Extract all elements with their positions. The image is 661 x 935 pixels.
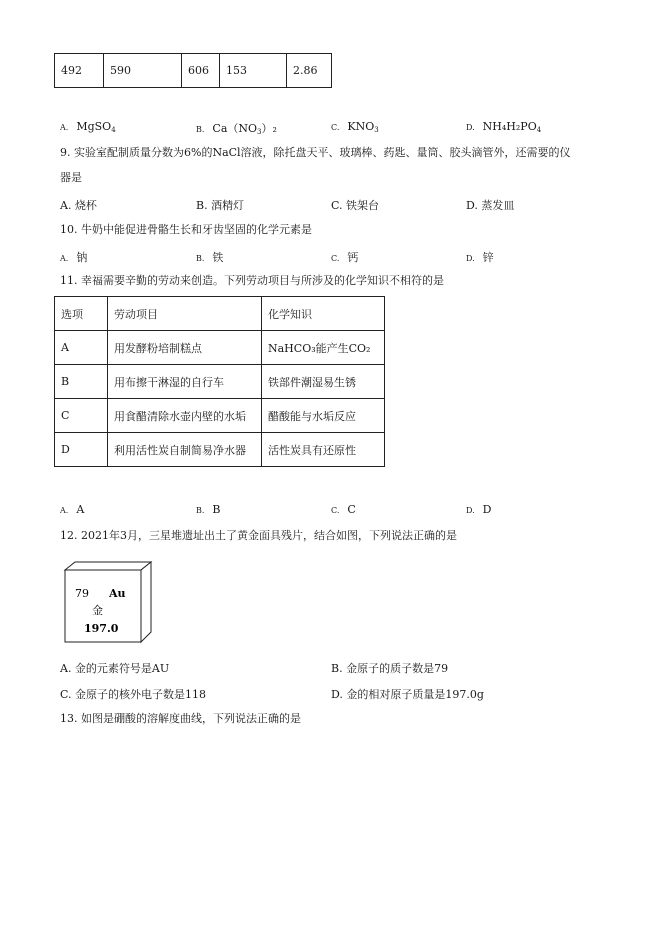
table-cell: NaHCO₃能产生CO₂ (262, 331, 385, 365)
q8-option-a[interactable]: A. MgSO$_4$ (60, 120, 116, 134)
table-cell: 铁部件潮湿易生锈 (262, 365, 385, 399)
table-cell: 153 (220, 54, 287, 88)
table-row (55, 433, 385, 467)
table-cell: 用食醋清除水壶内壁的水垢 (108, 399, 262, 433)
q9-option-b[interactable]: B. 酒精灯 (196, 199, 245, 212)
q8-option-c[interactable]: C. $KNO_3$ (331, 120, 379, 134)
q10-option-b[interactable]: B. 铁 (196, 251, 224, 264)
q11-option-a[interactable]: A. A (60, 503, 85, 516)
table-header-row (55, 297, 385, 331)
table-header: 劳动项目 (108, 297, 262, 331)
table-row (55, 365, 385, 399)
q11-table (54, 296, 385, 467)
q10-option-a[interactable]: A. 钠 (60, 251, 88, 264)
table-cell: 醋酸能与水垢反应 (262, 399, 385, 433)
q10-option-c[interactable]: C. 钙 (331, 251, 359, 264)
table-header: 选项 (55, 297, 108, 331)
q12-option-a[interactable]: A. 金的元素符号是AU (60, 662, 170, 675)
q11-option-c[interactable]: C. C (331, 503, 356, 516)
table-row (55, 399, 385, 433)
table-cell: D (55, 433, 108, 467)
table-cell: 606 (182, 54, 220, 88)
q11-question: 11. 幸福需要辛勤的劳动来创造。下列劳动项目与所涉及的化学知识不相符的是 (60, 274, 444, 287)
element-name: 金 (92, 604, 103, 617)
q10-option-d[interactable]: D. 锌 (466, 251, 494, 264)
q12-option-d[interactable]: D. 金的相对原子质量是197.0g (331, 688, 484, 701)
q11-option-b[interactable]: B. B (196, 503, 221, 516)
table-cell: B (55, 365, 108, 399)
table-cell: 利用活性炭自制简易净水器 (108, 433, 262, 467)
q12-option-c[interactable]: C. 金原子的核外电子数是118 (60, 688, 207, 701)
table-cell: 590 (104, 54, 182, 88)
table-row (55, 54, 332, 88)
q9-option-d[interactable]: D. 蒸发皿 (466, 199, 515, 212)
table-cell: 2.86 (287, 54, 332, 88)
q12-question: 12. 2021年3月，三星堆遗址出土了黄金面具残片，结合如图，下列说法正确的是 (60, 529, 457, 542)
q9-question-cont: 器是 (60, 171, 82, 184)
table-cell: 活性炭具有还原性 (262, 433, 385, 467)
table-header: 化学知识 (262, 297, 385, 331)
q9-question: 9. 实验室配制质量分数为6%的NaCl溶液，除托盘天平、玻璃棒、药匙、量筒、胶头滴管外，还需要的仪 (60, 146, 571, 159)
table-cell: C (55, 399, 108, 433)
q11-option-d[interactable]: D. D (466, 503, 492, 516)
q8-option-b[interactable]: B. $Ca(NO_3)_2$ (196, 122, 277, 136)
q9-option-c[interactable]: C. 铁架台 (331, 199, 380, 212)
element-card-top (65, 562, 151, 570)
element-symbol: Au (109, 587, 126, 600)
element-card-gold (55, 560, 155, 645)
table-cell: 用发酵粉培制糕点 (108, 331, 262, 365)
q12-option-b[interactable]: B. 金原子的质子数是79 (331, 662, 449, 675)
data-table (54, 53, 332, 88)
table-row (55, 331, 385, 365)
table-cell: 492 (55, 54, 104, 88)
q10-question: 10. 牛奶中能促进骨骼生长和牙齿坚固的化学元素是 (60, 223, 312, 236)
q9-option-a[interactable]: A. 烧杯 (60, 199, 97, 212)
table-cell: A (55, 331, 108, 365)
q13-question: 13. 如图是硼酸的溶解度曲线，下列说法正确的是 (60, 712, 301, 725)
table-cell: 用布擦干淋湿的自行车 (108, 365, 262, 399)
atomic-mass: 197.0 (84, 622, 119, 635)
q8-option-d[interactable]: D. $NH_4H_2PO_4$ (466, 120, 542, 134)
atomic-number: 79 (75, 587, 89, 600)
element-card-side (141, 562, 151, 642)
